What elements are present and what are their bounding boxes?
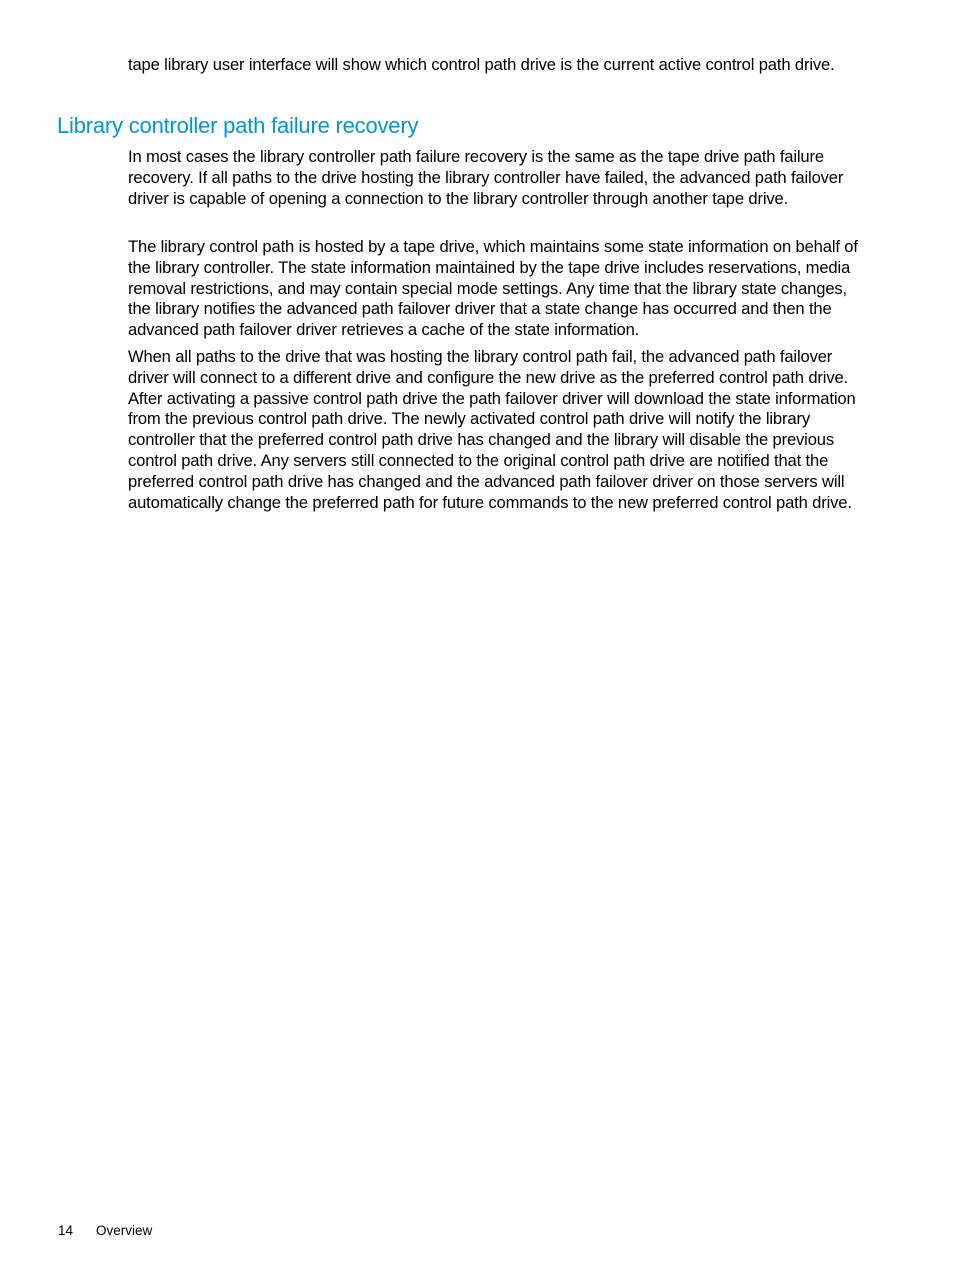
body-paragraph-2: The library control path is hosted by a tape drive, which maintains some state information on behalf of the library controller. The state information maintained by the tape drive includes reservations, media removal restrictions, and may contain special mode settings. Any time that the library state changes, the library notifies the advanced path failover driver that a state change has occurred and then the advanced path failover driver retrieves a cache of the state information. bbox=[128, 237, 858, 340]
body-paragraph-1: In most cases the library controller path failure recovery is the same as the tape drive path failure recovery. If all paths to the drive hosting the library controller have failed, the advanced path failover driver is capable of opening a connection to the library controller through another tape drive. bbox=[128, 147, 844, 208]
page-number: 14 bbox=[58, 1223, 74, 1238]
body-paragraph-3: When all paths to the drive that was hosting the library control path fail, the advanced path failover driver will connect to a different drive and configure the new drive as the preferred control path drive. After activating a passive control path drive the path failover driver will download the state information from the previous control path drive. The newly activated control path drive will notify the library controller that the preferred control path drive has changed and the library will disable the previous control path drive. Any servers still connected to the original control path drive are notified that the preferred control path drive has changed and the advanced path failover driver on those servers will automatically change the preferred path for future commands to the new preferred control path drive. bbox=[128, 347, 856, 512]
section-heading: Library controller path failure recovery bbox=[57, 113, 419, 138]
intro-continuation-paragraph: tape library user interface will show which control path drive is the current active control path drive. bbox=[128, 55, 835, 74]
footer-section-name: Overview bbox=[96, 1223, 153, 1238]
